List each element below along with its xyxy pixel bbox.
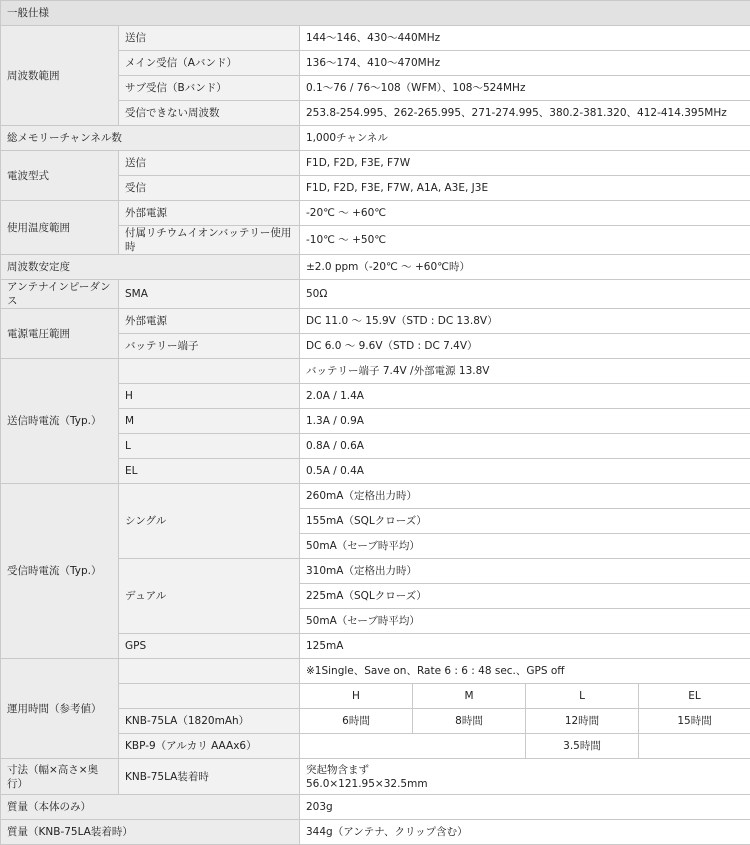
tx-current-label: 送信時電流（Typ.） — [1, 359, 119, 484]
voltage-battery-value: DC 6.0 〜 9.6V（STD : DC 7.4V） — [300, 334, 750, 359]
tx-current-note: バッテリー端子 7.4V /外部電源 13.8V — [300, 359, 750, 384]
dimensions-sub: KNB-75LA装着時 — [119, 759, 300, 795]
voltage-battery-label: バッテリー端子 — [119, 334, 300, 359]
section-title: 一般仕様 — [1, 1, 750, 26]
antenna-value: 50Ω — [300, 280, 750, 309]
rx-dual-sql: 225mA（SQLクローズ） — [300, 584, 750, 609]
temp-battery-label: 付属リチウムイオンバッテリー使用時 — [119, 226, 300, 255]
op-time-kbp-label: KBP-9（アルカリ AAAx6） — [119, 734, 300, 759]
freq-stability-label: 周波数安定度 — [1, 255, 300, 280]
antenna-connector: SMA — [119, 280, 300, 309]
op-time-knb-m: 8時間 — [413, 709, 526, 734]
freq-range-label: 周波数範囲 — [1, 26, 119, 126]
op-time-header-spacer — [119, 684, 300, 709]
dimensions-line1: 突起物含まず — [306, 763, 744, 777]
freq-tx-value: 144〜146、430〜440MHz — [300, 26, 750, 51]
tx-m-value: 1.3A / 0.9A — [300, 409, 750, 434]
rx-dual-rated: 310mA（定格出力時） — [300, 559, 750, 584]
freq-tx-label: 送信 — [119, 26, 300, 51]
rx-dual-save: 50mA（セーブ時平均） — [300, 609, 750, 634]
weight-knb-label: 質量（KNB-75LA装着時） — [1, 820, 300, 845]
emission-rx-label: 受信 — [119, 176, 300, 201]
tx-h-value: 2.0A / 1.4A — [300, 384, 750, 409]
op-time-header-m: M — [413, 684, 526, 709]
dimensions-line2: 56.0×121.95×32.5mm — [306, 777, 744, 791]
emission-tx-value: F1D, F2D, F3E, F7W — [300, 151, 750, 176]
antenna-label: アンテナインピーダンス — [1, 280, 119, 309]
rx-gps-label: GPS — [119, 634, 300, 659]
rx-gps-value: 125mA — [300, 634, 750, 659]
op-time-header-h: H — [300, 684, 413, 709]
weight-body-label: 質量（本体のみ） — [1, 795, 300, 820]
op-time-kbp-el-blank — [639, 734, 750, 759]
op-time-kbp-l: 3.5時間 — [526, 734, 639, 759]
voltage-ext-value: DC 11.0 〜 15.9V（STD : DC 13.8V） — [300, 309, 750, 334]
freq-excluded-label: 受信できない周波数 — [119, 101, 300, 126]
tx-h-label: H — [119, 384, 300, 409]
weight-knb-value: 344g（アンテナ、クリップ含む） — [300, 820, 750, 845]
temp-battery-value: -10℃ 〜 +50℃ — [300, 226, 750, 255]
dimensions-value — [300, 759, 750, 795]
emission-rx-value: F1D, F2D, F3E, F7W, A1A, A3E, J3E — [300, 176, 750, 201]
op-time-kbp-blank — [300, 734, 526, 759]
temp-ext-label: 外部電源 — [119, 201, 300, 226]
op-time-knb-l: 12時間 — [526, 709, 639, 734]
voltage-label: 電源電圧範囲 — [1, 309, 119, 359]
rx-single-save: 50mA（セーブ時平均） — [300, 534, 750, 559]
op-time-note: ※1Single、Save on、Rate 6 : 6 : 48 sec.、GPS off — [300, 659, 750, 684]
tx-l-value: 0.8A / 0.6A — [300, 434, 750, 459]
tx-l-label: L — [119, 434, 300, 459]
freq-main-rx-value: 136〜174、410〜470MHz — [300, 51, 750, 76]
op-time-knb-h: 6時間 — [300, 709, 413, 734]
op-time-knb-el: 15時間 — [639, 709, 750, 734]
tx-m-label: M — [119, 409, 300, 434]
freq-sub-rx-value: 0.1〜76 / 76〜108（WFM）、108〜524MHz — [300, 76, 750, 101]
freq-stability-value: ±2.0 ppm（-20℃ 〜 +60℃時） — [300, 255, 750, 280]
emission-tx-label: 送信 — [119, 151, 300, 176]
op-time-header-l: L — [526, 684, 639, 709]
freq-main-rx-label: メイン受信（Aバンド） — [119, 51, 300, 76]
rx-single-rated: 260mA（定格出力時） — [300, 484, 750, 509]
op-time-knb-label: KNB-75LA（1820mAh） — [119, 709, 300, 734]
temp-ext-value: -20℃ 〜 +60℃ — [300, 201, 750, 226]
freq-excluded-value: 253.8-254.995、262-265.995、271-274.995、380.2-381.320、412-414.395MHz — [300, 101, 750, 126]
tx-current-note-spacer — [119, 359, 300, 384]
freq-sub-rx-label: サブ受信（Bバンド） — [119, 76, 300, 101]
rx-single-sql: 155mA（SQLクローズ） — [300, 509, 750, 534]
op-time-note-spacer — [119, 659, 300, 684]
memory-value: 1,000チャンネル — [300, 126, 750, 151]
dimensions-label: 寸法（幅×高さ×奥行） — [1, 759, 119, 795]
rx-dual-label: デュアル — [119, 559, 300, 634]
op-time-header-el: EL — [639, 684, 750, 709]
weight-body-value: 203g — [300, 795, 750, 820]
memory-label: 総メモリーチャンネル数 — [1, 126, 300, 151]
emission-label: 電波型式 — [1, 151, 119, 201]
rx-current-label: 受信時電流（Typ.） — [1, 484, 119, 659]
voltage-ext-label: 外部電源 — [119, 309, 300, 334]
rx-single-label: シングル — [119, 484, 300, 559]
op-time-label: 運用時間（参考値） — [1, 659, 119, 759]
tx-el-label: EL — [119, 459, 300, 484]
tx-el-value: 0.5A / 0.4A — [300, 459, 750, 484]
temp-label: 使用温度範囲 — [1, 201, 119, 255]
